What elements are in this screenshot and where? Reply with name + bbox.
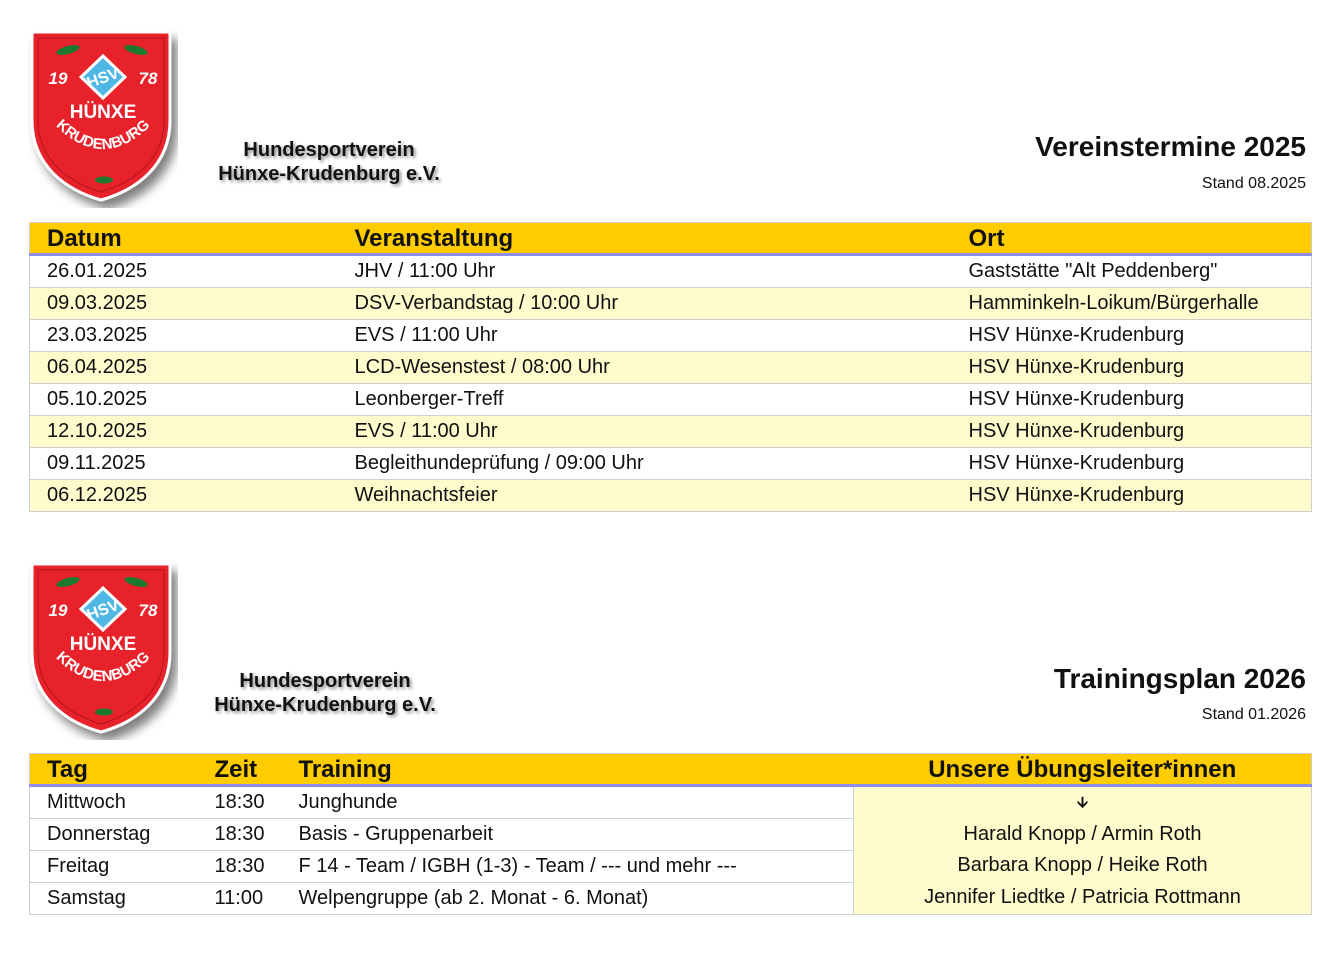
events-table xyxy=(29,222,1312,512)
logo-arc-text: KRUDENBURG xyxy=(52,116,154,154)
cell-veranstaltung: DSV-Verbandstag / 10:00 Uhr xyxy=(338,288,952,320)
cell-veranstaltung: Weihnachtsfeier xyxy=(338,480,952,512)
cell-ort: HSV Hünxe-Krudenburg xyxy=(952,320,1312,352)
header-ort: Ort xyxy=(952,223,1312,255)
cell-ort: HSV Hünxe-Krudenburg xyxy=(952,480,1312,512)
club-name-line2: Hünxe-Krudenburg e.V. xyxy=(214,694,436,716)
cell-zeit: 18:30 xyxy=(198,851,282,883)
leader-pair: Barbara Knopp / Heike Roth xyxy=(957,854,1208,876)
leaders-cell xyxy=(854,786,1312,915)
logo-year-left: 19 xyxy=(48,601,68,620)
cell-datum: 05.10.2025 xyxy=(30,384,338,416)
table-row xyxy=(30,352,1312,384)
header-veranstaltung: Veranstaltung xyxy=(338,223,952,255)
logo-town-text: HÜNXE xyxy=(69,102,137,123)
cell-veranstaltung: Begleithundeprüfung / 09:00 Uhr xyxy=(338,448,952,480)
header-leaders: Unsere Übungsleiter*innen xyxy=(854,754,1312,786)
club-name-line1: Hundesportverein xyxy=(243,139,415,161)
cell-training: Welpengruppe (ab 2. Monat - 6. Monat) xyxy=(282,883,854,915)
header-zeit: Zeit xyxy=(198,754,282,786)
training-table xyxy=(29,753,1312,915)
leader-pair: Harald Knopp / Armin Roth xyxy=(963,822,1202,845)
table-row xyxy=(30,255,1312,288)
cell-tag: Samstag xyxy=(30,883,198,915)
cell-datum: 09.03.2025 xyxy=(30,288,338,320)
cell-ort: HSV Hünxe-Krudenburg xyxy=(952,416,1312,448)
cell-veranstaltung: EVS / 11:00 Uhr xyxy=(338,416,952,448)
header-tag: Tag xyxy=(30,754,198,786)
cell-ort: Gaststätte "Alt Peddenberg" xyxy=(952,255,1312,288)
training-title: Trainingsplan 2026 xyxy=(1053,663,1306,694)
arrow-down-icon: 🡫 xyxy=(1077,794,1088,811)
cell-veranstaltung: Leonberger-Treff xyxy=(338,384,952,416)
club-name-line2: Hünxe-Krudenburg e.V. xyxy=(218,163,440,185)
cell-zeit: 18:30 xyxy=(198,786,282,819)
cell-datum: 23.03.2025 xyxy=(30,320,338,352)
training-stand: Stand 01.2026 xyxy=(1201,706,1306,723)
header-datum: Datum xyxy=(30,223,338,255)
cell-ort: Hamminkeln-Loikum/Bürgerhalle xyxy=(952,288,1312,320)
table-row xyxy=(30,448,1312,480)
table-row xyxy=(30,320,1312,352)
cell-datum: 26.01.2025 xyxy=(30,255,338,288)
cell-training: F 14 - Team / IGBH (1-3) - Team / --- und mehr --- xyxy=(282,851,854,883)
cell-datum: 06.12.2025 xyxy=(30,480,338,512)
cell-veranstaltung: JHV / 11:00 Uhr xyxy=(338,255,952,288)
cell-datum: 06.04.2025 xyxy=(30,352,338,384)
logo-year-right: 78 xyxy=(138,69,158,88)
club-name-line1: Hundesportverein xyxy=(239,670,411,692)
cell-ort: HSV Hünxe-Krudenburg xyxy=(952,448,1312,480)
cell-tag: Freitag xyxy=(30,851,198,883)
table-row xyxy=(30,480,1312,512)
logo-year-left: 19 xyxy=(48,69,68,88)
club-name xyxy=(196,669,454,717)
cell-tag: Donnerstag xyxy=(30,819,198,851)
club-logo xyxy=(28,560,178,740)
cell-datum: 12.10.2025 xyxy=(30,416,338,448)
logo-year-right: 78 xyxy=(138,601,158,620)
cell-training: Junghunde xyxy=(282,786,854,819)
cell-ort: HSV Hünxe-Krudenburg xyxy=(952,384,1312,416)
training-header-row xyxy=(30,754,1312,786)
club-name xyxy=(200,138,458,186)
club-logo xyxy=(28,28,178,208)
cell-training: Basis - Gruppenarbeit xyxy=(282,819,854,851)
logo-arc-text: KRUDENBURG xyxy=(52,648,154,686)
table-row xyxy=(30,416,1312,448)
events-header-row xyxy=(30,223,1312,255)
cell-veranstaltung: EVS / 11:00 Uhr xyxy=(338,320,952,352)
cell-ort: HSV Hünxe-Krudenburg xyxy=(952,352,1312,384)
events-stand: Stand 08.2025 xyxy=(1201,175,1306,192)
logo-town-text: HÜNXE xyxy=(69,634,137,655)
table-row xyxy=(30,288,1312,320)
leader-pair: Jennifer Liedtke / Patricia Rottmann xyxy=(924,885,1241,908)
logo-emblem-text: HSV xyxy=(84,596,122,625)
cell-zeit: 18:30 xyxy=(198,819,282,851)
table-row xyxy=(30,384,1312,416)
logo-emblem-text: HSV xyxy=(84,64,122,93)
cell-zeit: 11:00 xyxy=(198,883,282,915)
cell-veranstaltung: LCD-Wesenstest / 08:00 Uhr xyxy=(338,352,952,384)
cell-tag: Mittwoch xyxy=(30,786,198,819)
table-row xyxy=(30,786,1312,819)
events-title: Vereinstermine 2025 xyxy=(1035,131,1306,162)
cell-datum: 09.11.2025 xyxy=(30,448,338,480)
header-training: Training xyxy=(282,754,854,786)
